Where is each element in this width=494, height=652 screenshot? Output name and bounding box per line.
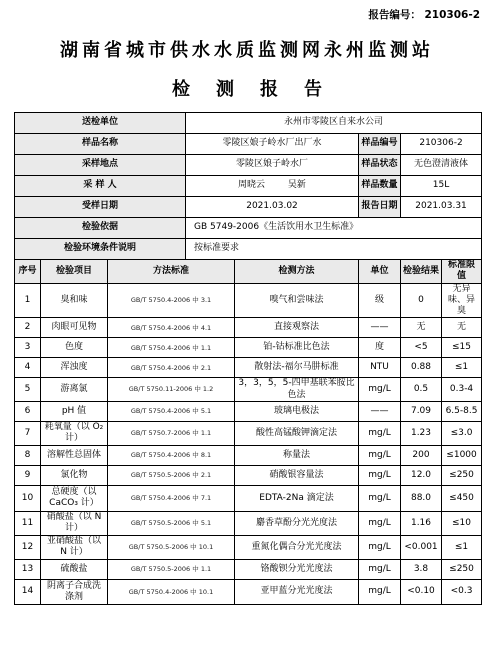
qty-label: 样品数量 [359, 176, 401, 197]
env-label: 检验环境条件说明 [15, 239, 186, 260]
row-result: 88.0 [401, 485, 442, 511]
row-method-name: 铂-钴标准比色法 [235, 338, 359, 358]
info-row-sampler [15, 176, 482, 197]
row-item: 硫酸盐 [41, 559, 108, 579]
header-method-name: 检测方法 [235, 260, 359, 284]
unit-value: 永州市零陵区自来水公司 [186, 113, 482, 134]
row-unit: mg/L [359, 535, 401, 559]
row-method-name: 玻璃电极法 [235, 401, 359, 421]
row-method-standard: GB/T 5750.4-2006 中 10.1 [108, 579, 235, 604]
table-row [15, 559, 482, 579]
header-unit: 单位 [359, 260, 401, 284]
row-item: 硝酸盐（以 N 计） [41, 511, 108, 535]
row-result: <5 [401, 338, 442, 358]
report-table [14, 112, 482, 605]
row-result: 1.23 [401, 421, 442, 445]
info-row-dates [15, 197, 482, 218]
row-result: 0 [401, 283, 442, 318]
row-seq: 9 [15, 465, 41, 485]
info-row-basis [15, 218, 482, 239]
info-row-unit [15, 113, 482, 134]
table-row [15, 445, 482, 465]
row-limit: ≤15 [442, 338, 482, 358]
row-limit: ≤1 [442, 358, 482, 378]
row-unit: mg/L [359, 579, 401, 604]
table-row [15, 421, 482, 445]
row-item: 溶解性总固体 [41, 445, 108, 465]
row-seq: 1 [15, 283, 41, 318]
row-method-standard: GB/T 5750.4-2006 中 8.1 [108, 445, 235, 465]
table-row [15, 318, 482, 338]
sampler-value: 周晓云 吴新 [186, 176, 359, 197]
row-item: 耗氧量（以 O₂ 计） [41, 421, 108, 445]
table-row [15, 511, 482, 535]
recv-label: 受样日期 [15, 197, 186, 218]
sample-no-value: 210306-2 [401, 134, 482, 155]
row-method-name: 亚甲蓝分光光度法 [235, 579, 359, 604]
basis-label: 检验依据 [15, 218, 186, 239]
sample-name-label: 样品名称 [15, 134, 186, 155]
header-limit: 标准限值 [442, 260, 482, 284]
row-limit: ≤450 [442, 485, 482, 511]
row-method-standard: GB/T 5750.5-2006 中 5.1 [108, 511, 235, 535]
table-row [15, 358, 482, 378]
row-method-name: 散射法-福尔马肼标准 [235, 358, 359, 378]
unit-label: 送检单位 [15, 113, 186, 134]
row-limit: ≤1 [442, 535, 482, 559]
basis-value: GB 5749-2006《生活饮用水卫生标准》 [186, 218, 482, 239]
table-header-row [15, 260, 482, 284]
row-limit: ≤1000 [442, 445, 482, 465]
site-value: 零陵区娘子岭水厂 [186, 155, 359, 176]
row-method-standard: GB/T 5750.7-2006 中 1.1 [108, 421, 235, 445]
row-method-name: 嗅气和尝味法 [235, 283, 359, 318]
row-item: 浑浊度 [41, 358, 108, 378]
sample-no-label: 样品编号 [359, 134, 401, 155]
table-row [15, 535, 482, 559]
info-row-env [15, 239, 482, 260]
row-limit: 0.3-4 [442, 378, 482, 402]
table-row [15, 401, 482, 421]
row-method-name: 铬酸钡分光光度法 [235, 559, 359, 579]
qty-value: 15L [401, 176, 482, 197]
report-title: 湖南省城市供水水质监测网永州监测站 [60, 40, 434, 61]
state-label: 样品状态 [359, 155, 401, 176]
table-row [15, 485, 482, 511]
row-result: 1.16 [401, 511, 442, 535]
row-method-name: 称量法 [235, 445, 359, 465]
row-limit: <0.3 [442, 579, 482, 604]
row-unit: mg/L [359, 421, 401, 445]
header-result: 检验结果 [401, 260, 442, 284]
row-item: 色度 [41, 338, 108, 358]
row-result: 12.0 [401, 465, 442, 485]
row-unit: 级 [359, 283, 401, 318]
row-unit: mg/L [359, 511, 401, 535]
row-method-standard: GB/T 5750.4-2006 中 7.1 [108, 485, 235, 511]
sampler-label: 采 样 人 [15, 176, 186, 197]
row-unit: mg/L [359, 485, 401, 511]
row-unit: —— [359, 401, 401, 421]
row-seq: 12 [15, 535, 41, 559]
row-method-standard: GB/T 5750.4-2006 中 4.1 [108, 318, 235, 338]
report-date-value: 2021.03.31 [401, 197, 482, 218]
row-unit: mg/L [359, 465, 401, 485]
row-item: 总硬度（以 CaCO₃ 计） [41, 485, 108, 511]
row-method-name: 硝酸银容量法 [235, 465, 359, 485]
row-unit: NTU [359, 358, 401, 378]
report-subtitle: 检测报告 [172, 79, 348, 100]
row-limit: 6.5-8.5 [442, 401, 482, 421]
row-unit: mg/L [359, 378, 401, 402]
row-seq: 13 [15, 559, 41, 579]
row-unit: —— [359, 318, 401, 338]
row-item: 游离氯 [41, 378, 108, 402]
row-seq: 11 [15, 511, 41, 535]
row-unit: mg/L [359, 445, 401, 465]
header-item: 检验项目 [41, 260, 108, 284]
row-limit: ≤10 [442, 511, 482, 535]
row-seq: 10 [15, 485, 41, 511]
row-item: pH 值 [41, 401, 108, 421]
row-seq: 8 [15, 445, 41, 465]
row-method-standard: GB/T 5750.4-2006 中 1.1 [108, 338, 235, 358]
table-row [15, 465, 482, 485]
row-limit: ≤3.0 [442, 421, 482, 445]
info-row-site [15, 155, 482, 176]
table-row [15, 283, 482, 318]
row-method-standard: GB/T 5750.5-2006 中 10.1 [108, 535, 235, 559]
row-unit: mg/L [359, 559, 401, 579]
row-item: 亚硝酸盐（以 N 计） [41, 535, 108, 559]
row-limit: 无异味、异臭 [442, 283, 482, 318]
row-result: 200 [401, 445, 442, 465]
row-item: 臭和味 [41, 283, 108, 318]
table-row [15, 338, 482, 358]
row-seq: 6 [15, 401, 41, 421]
row-result: <0.001 [401, 535, 442, 559]
row-seq: 5 [15, 378, 41, 402]
report-date-label: 报告日期 [359, 197, 401, 218]
env-value: 按标准要求 [186, 239, 482, 260]
row-method-name: 3，3，5，5-四甲基联苯胺比色法 [235, 378, 359, 402]
row-result: 无 [401, 318, 442, 338]
row-method-name: 重氮化偶合分光光度法 [235, 535, 359, 559]
row-method-standard: GB/T 5750.4-2006 中 3.1 [108, 283, 235, 318]
row-method-standard: GB/T 5750.11-2006 中 1.2 [108, 378, 235, 402]
row-method-name: 酸性高锰酸钾滴定法 [235, 421, 359, 445]
row-method-standard: GB/T 5750.5-2006 中 1.1 [108, 559, 235, 579]
report-number: 报告编号： 210306-2 [368, 9, 480, 21]
row-result: 0.88 [401, 358, 442, 378]
row-method-name: 麝香草酚分光光度法 [235, 511, 359, 535]
table-row [15, 378, 482, 402]
row-method-standard: GB/T 5750.4-2006 中 5.1 [108, 401, 235, 421]
row-seq: 4 [15, 358, 41, 378]
row-limit: 无 [442, 318, 482, 338]
row-method-name: EDTA-2Na 滴定法 [235, 485, 359, 511]
header-seq: 序号 [15, 260, 41, 284]
row-item: 肉眼可见物 [41, 318, 108, 338]
row-item: 阴离子合成洗涤剂 [41, 579, 108, 604]
recv-value: 2021.03.02 [186, 197, 359, 218]
sample-name-value: 零陵区娘子岭水厂出厂水 [186, 134, 359, 155]
row-seq: 3 [15, 338, 41, 358]
row-method-standard: GB/T 5750.5-2006 中 2.1 [108, 465, 235, 485]
row-method-standard: GB/T 5750.4-2006 中 2.1 [108, 358, 235, 378]
row-result: 0.5 [401, 378, 442, 402]
table-row [15, 579, 482, 604]
row-unit: 度 [359, 338, 401, 358]
row-result: <0.10 [401, 579, 442, 604]
header-method-standard: 方法标准 [108, 260, 235, 284]
site-label: 采样地点 [15, 155, 186, 176]
row-result: 3.8 [401, 559, 442, 579]
row-item: 氯化物 [41, 465, 108, 485]
info-row-sample [15, 134, 482, 155]
row-seq: 14 [15, 579, 41, 604]
row-seq: 2 [15, 318, 41, 338]
row-seq: 7 [15, 421, 41, 445]
state-value: 无色澄清液体 [401, 155, 482, 176]
row-method-name: 直接观察法 [235, 318, 359, 338]
row-limit: ≤250 [442, 559, 482, 579]
row-limit: ≤250 [442, 465, 482, 485]
row-result: 7.09 [401, 401, 442, 421]
